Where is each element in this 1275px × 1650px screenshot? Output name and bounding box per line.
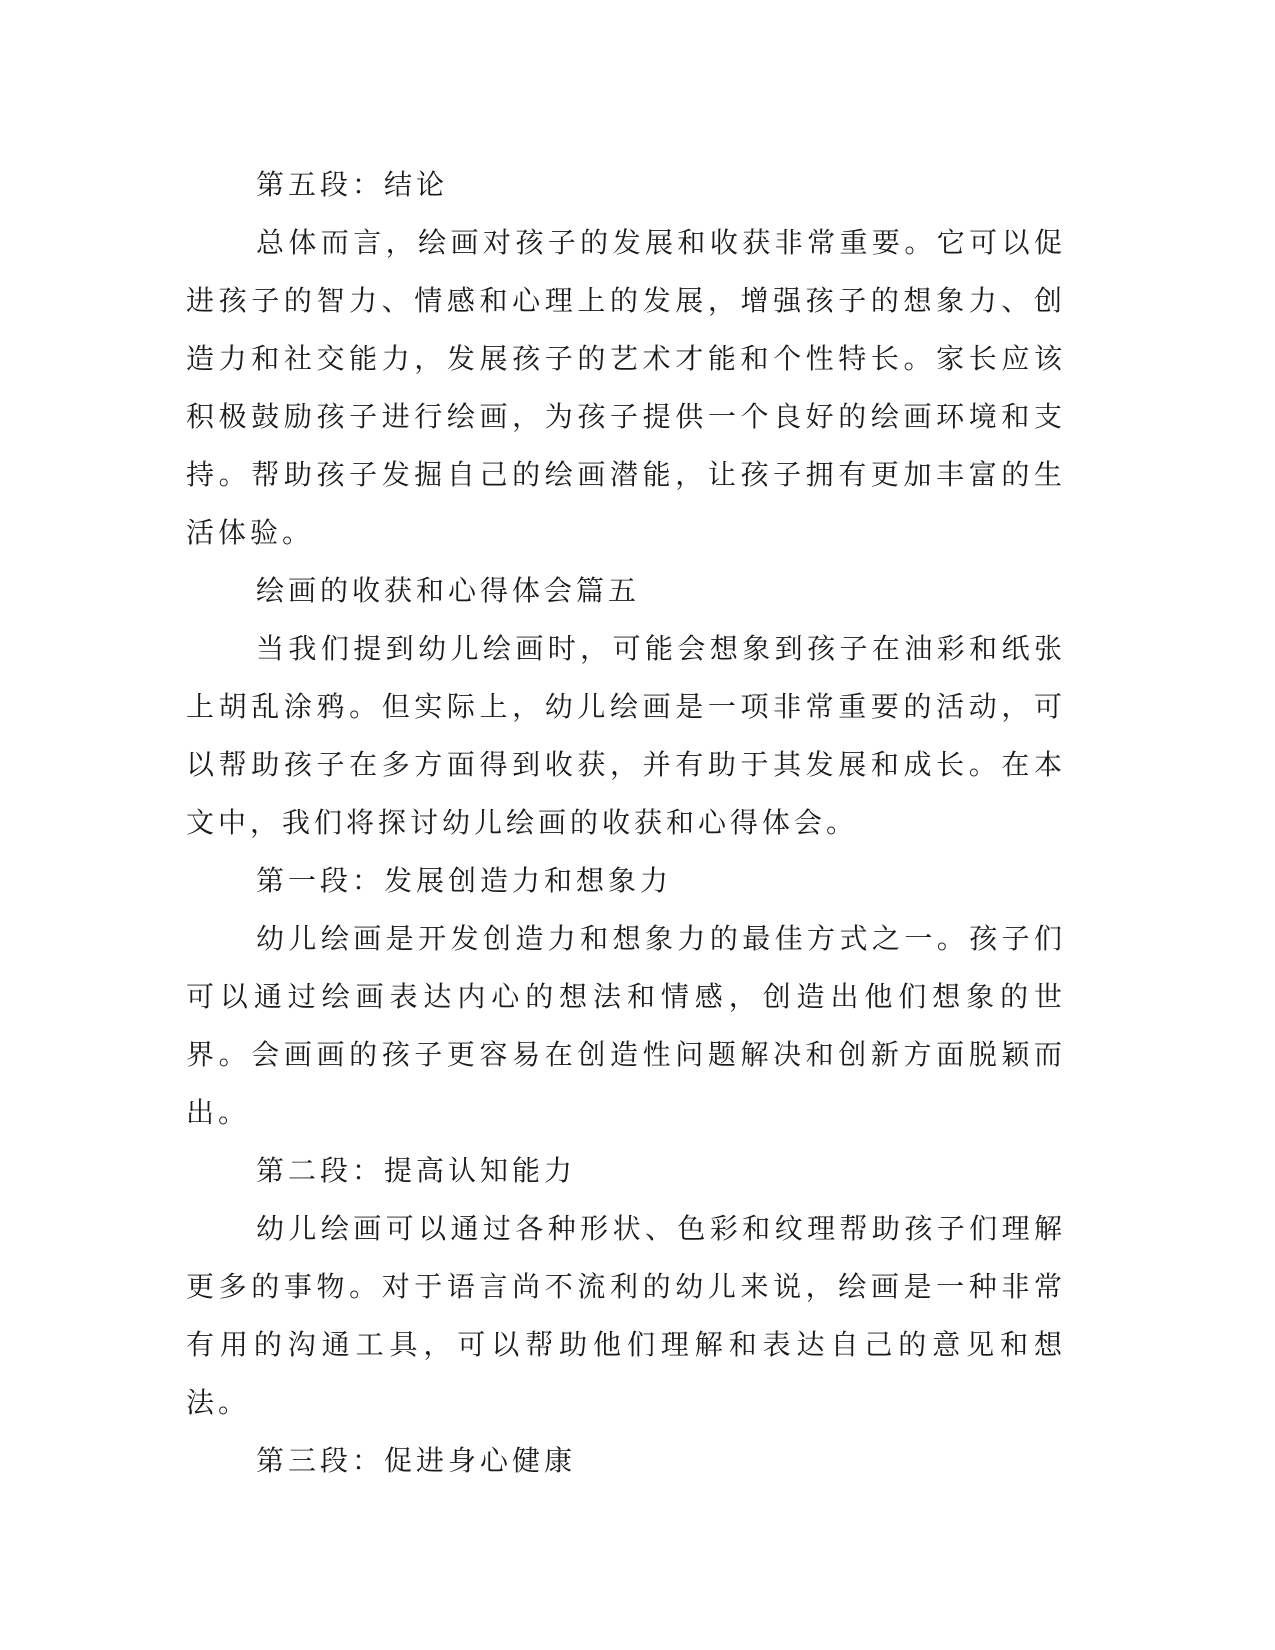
section-heading-cognition: 第二段：提高认知能力	[256, 1154, 577, 1187]
section-heading-conclusion: 第五段：结论	[256, 168, 449, 201]
section-heading-creativity: 第一段：发展创造力和想象力	[256, 864, 673, 897]
cognition-paragraph: 幼儿绘画可以通过各种形状、色彩和纹理帮助孩子们理解更多的事物。对于语言尚不流利的幼儿来说，绘画是一种非常有用的沟通工具，可以帮助他们理解和表达自己的意见和想法。	[186, 1212, 1066, 1419]
intro-paragraph: 当我们提到幼儿绘画时，可能会想象到孩子在油彩和纸张上胡乱涂鸦。但实际上，幼儿绘画是一项非常重要的活动，可以帮助孩子在多方面得到收获，并有助于其发展和成长。在本文中，我们将探讨幼儿绘画的收获和心得体会。	[186, 632, 1066, 839]
article-title: 绘画的收获和心得体会篇五	[256, 574, 641, 607]
creativity-paragraph: 幼儿绘画是开发创造力和想象力的最佳方式之一。孩子们可以通过绘画表达内心的想法和情感，创造出他们想象的世界。会画画的孩子更容易在创造性问题解决和创新方面脱颖而出。	[186, 922, 1066, 1129]
section-heading-health: 第三段：促进身心健康	[256, 1444, 577, 1477]
conclusion-paragraph: 总体而言，绘画对孩子的发展和收获非常重要。它可以促进孩子的智力、情感和心理上的发展，增强孩子的想象力、创造力和社交能力，发展孩子的艺术才能和个性特长。家长应该积极鼓励孩子进行绘画，为孩子提供一个良好的绘画环境和支持。帮助孩子发掘自己的绘画潜能，让孩子拥有更加丰富的生活体验。	[186, 226, 1066, 549]
document-body	[186, 156, 1066, 1490]
